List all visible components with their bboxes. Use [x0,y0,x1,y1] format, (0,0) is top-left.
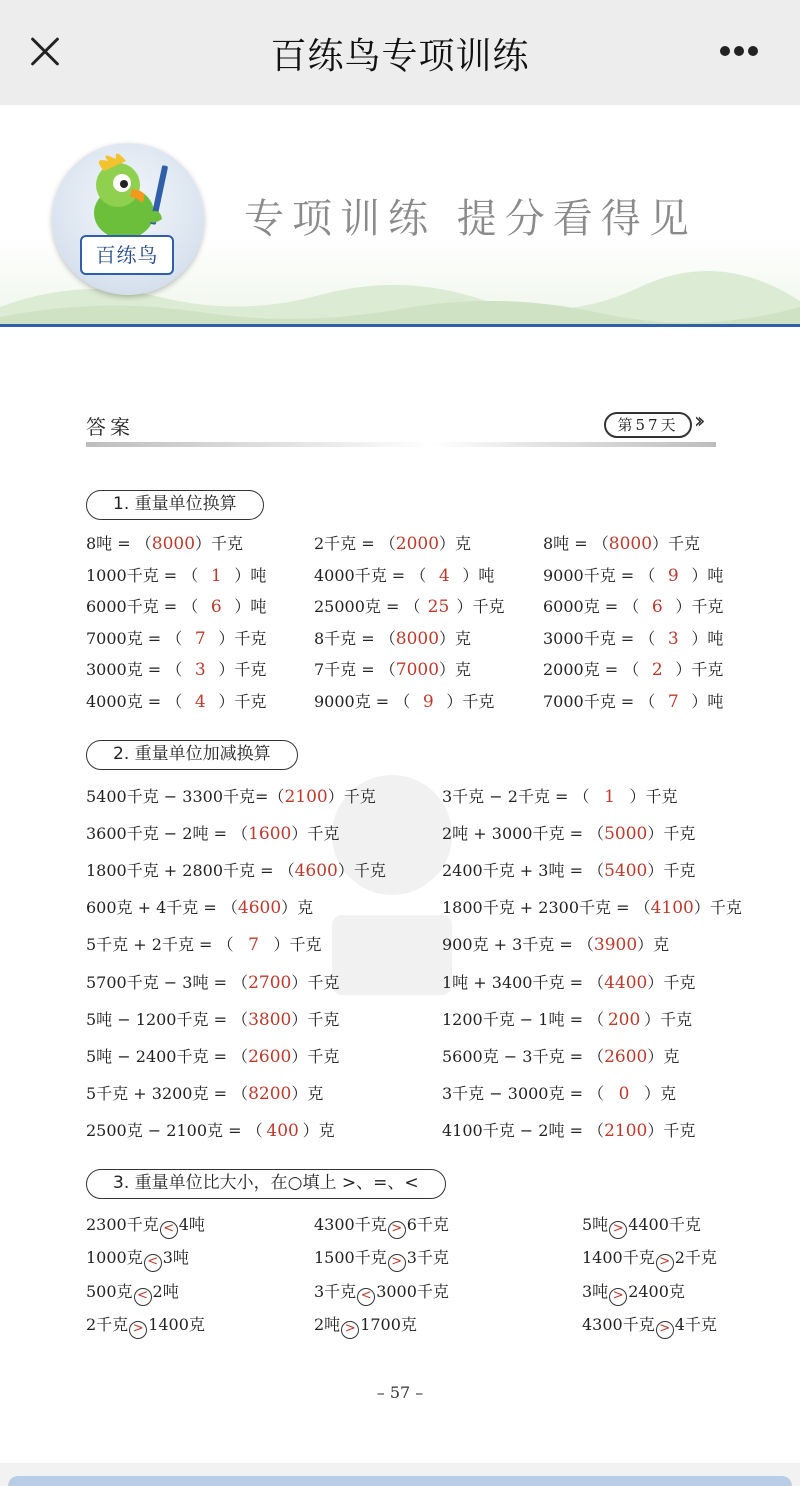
equation-item [86,659,266,681]
comparison-right: 3000千克 [376,1281,449,1301]
comparison-right: 2400克 [628,1281,685,1301]
answer-value: 2000 [395,534,440,554]
answer-value: 7 [194,628,206,649]
comparison-left: 3吨 [582,1281,609,1301]
answer-value: 2100 [284,787,328,807]
equation-text: 7000千克 = （ [543,692,656,711]
equation-text: 8千克 = （ [314,628,396,648]
equation-item [86,1120,335,1142]
equation-item [86,860,386,882]
comparison-symbol: > [341,1321,359,1339]
equation-text: 3000克 = （ [86,660,183,680]
answer-value: 2 [651,660,663,681]
equation-text: 3000千克 = （ [543,628,656,648]
answer-value: 200 [607,1009,641,1030]
equation-unit: ）吨 [691,692,724,711]
equation-item [86,565,266,587]
comparison-right: 4吨 [178,1215,205,1234]
bottom-panel-edge [8,1476,792,1486]
equation-item [86,596,266,618]
comparison-symbol: < [357,1288,375,1306]
equation-text: 6000克 = （ [543,597,640,617]
comparison-item [86,1247,189,1272]
comparison-item [314,1214,449,1239]
equation-item [442,972,695,994]
section-2-title: 2. 重量单位加减换算 [86,740,298,770]
equation-item [86,972,339,994]
comparison-item [582,1281,685,1306]
answer-value: 3 [194,660,206,681]
equation-item [314,628,471,650]
comparison-right: 4400千克 [628,1215,701,1234]
comparison-right: 4千克 [674,1314,717,1334]
equation-item [86,1046,339,1068]
answer-value: 7 [667,692,679,712]
equation-text: 2吨 + 3000千克 = （ [442,824,605,844]
comparison-symbol: > [656,1321,674,1339]
answer-value: 7 [248,935,259,956]
section-1-title: 1. 重量单位换算 [86,490,264,520]
banner-rule [0,324,800,327]
answer-value: 1600 [248,824,292,845]
comparison-symbol: < [144,1254,162,1272]
equation-text: 1800千克 + 2300千克 = （ [442,898,651,918]
equation-unit: ）千克 [273,935,322,955]
equation-item [442,897,742,919]
comparison-right: 6千克 [406,1215,449,1234]
equation-text: 9000千克 = （ [543,565,656,585]
equation-item [543,565,723,587]
comparison-item [582,1314,717,1339]
comparison-left: 4300千克 [582,1314,655,1334]
equation-unit: ）吨 [691,565,724,585]
equation-item [543,533,700,555]
equation-item [442,1120,695,1142]
double-chevron-right-icon: ›› [694,409,700,434]
equation-item [442,860,695,882]
equation-unit: ）克 [281,898,314,918]
answer-value: 5400 [604,861,648,882]
equation-text: 1200千克 − 1吨 = （ [442,1009,605,1029]
answer-value: 3900 [593,935,638,956]
equation-item [314,691,494,713]
comparison-item [582,1214,701,1239]
comparison-left: 5吨 [582,1215,609,1234]
equation-item [86,1009,339,1031]
answer-value: 2700 [248,972,292,993]
answer-value: 25 [427,597,450,618]
comparison-symbol: < [134,1288,152,1306]
equation-unit: ）千克 [291,972,340,992]
equation-unit: ）千克 [218,660,267,680]
comparison-item [314,1247,449,1272]
section-3-title: 3. 重量单位比大小，在○填上 >、=、< [86,1169,446,1199]
equation-item [86,897,313,919]
comparison-left: 2300千克 [86,1215,159,1234]
equation-item [442,823,695,845]
equation-text: 5700千克 − 3吨 = （ [86,972,249,992]
comparison-item [86,1214,205,1239]
answer-value: 5000 [604,824,648,845]
app-title: 百练鸟专项训练 [270,36,530,77]
answer-value: 4 [194,692,206,712]
answer-value: 9 [422,692,434,712]
equation-text: 7000克 = （ [86,628,183,648]
heading-rule [86,442,716,447]
equation-unit: ）克 [291,1083,324,1103]
equation-unit: ）千克 [195,534,244,553]
answer-value: 2600 [248,1046,292,1067]
equation-text: 5吨 − 1200千克 = （ [86,1009,249,1029]
equation-text: 8吨 = （ [543,534,609,553]
equation-unit: ）千克 [652,534,701,553]
answer-value: 1 [210,565,222,586]
equation-unit: ）克 [637,935,670,955]
equation-item [314,533,471,555]
equation-text: 3千克 − 3000克 = （ [442,1083,605,1103]
answer-value: 0 [618,1083,630,1104]
day-badge: 第57天 [604,412,692,438]
comparison-right: 2吨 [152,1281,179,1301]
comparison-left: 2千克 [86,1314,129,1334]
equation-unit: ）克 [439,628,472,648]
equation-text: 5千克 + 3200克 = （ [86,1083,249,1103]
equation-text: 4000千克 = （ [314,565,427,585]
equation-text: 25000克 = （ [314,597,421,617]
equation-text: 2500克 − 2100克 = （ [86,1120,263,1140]
equation-item [442,1083,676,1105]
comparison-left: 4300千克 [314,1215,387,1234]
equation-unit: ）千克 [675,597,724,617]
comparison-right: 3千克 [406,1248,449,1268]
equation-text: 600克 + 4千克 = （ [86,898,238,918]
comparison-right: 1400克 [148,1314,205,1334]
comparison-item [86,1281,179,1306]
equation-unit: ）千克 [327,787,376,806]
answers-heading: 答案 [86,415,134,439]
banner [0,105,800,327]
equation-unit: ）吨 [691,628,724,648]
equation-item [86,628,266,650]
equation-unit: ）千克 [629,787,678,806]
equation-item [543,628,723,650]
equation-unit: ）千克 [647,861,696,881]
equation-unit: ）吨 [234,565,267,585]
equation-unit: ）千克 [291,824,340,844]
equation-unit: ）千克 [291,1046,340,1066]
answer-value: 4100 [650,898,694,919]
comparison-right: 1700克 [360,1314,417,1334]
equation-unit: ）千克 [644,1009,693,1029]
equation-text: 4100千克 − 2吨 = （ [442,1120,605,1140]
equation-text: 8吨 = （ [86,534,152,553]
app-bar [0,0,800,105]
equation-text: 2千克 = （ [314,534,396,553]
equation-item [86,823,339,845]
parrot-logo [52,143,204,295]
comparison-left: 500克 [86,1281,133,1301]
equation-unit: ）千克 [647,824,696,844]
equation-unit: ）克 [647,1046,680,1066]
answer-value: 9 [667,565,679,586]
equation-item [543,659,723,681]
equation-text: 4000克 = （ [86,692,183,711]
answer-value: 2100 [604,1120,648,1141]
answer-value: 400 [266,1120,299,1141]
equation-item [86,1083,323,1105]
equation-item [314,659,471,681]
answer-value: 3800 [248,1009,292,1030]
equation-unit: ）克 [439,534,472,553]
equation-unit: ）克 [439,660,472,680]
equation-text: 1吨 + 3400千克 = （ [442,972,605,992]
comparison-left: 2吨 [314,1314,341,1334]
equation-unit: ）千克 [693,898,742,918]
equation-item [86,786,376,808]
answer-value: 8200 [248,1083,292,1104]
comparison-right: 2千克 [674,1248,717,1268]
comparison-symbol: > [388,1221,406,1239]
logo-text: 百练鸟 [80,235,174,275]
comparison-symbol: < [160,1221,178,1239]
more-options-icon[interactable] [720,46,760,58]
equation-unit: ）千克 [446,692,495,711]
answer-value: 4600 [237,898,282,919]
equation-item [86,934,322,956]
equation-item [543,596,723,618]
equation-unit: ）千克 [456,597,505,617]
answer-value: 8000 [151,534,196,554]
equation-text: 2000克 = （ [543,660,640,680]
equation-unit: ）千克 [218,692,267,711]
comparison-item [582,1247,717,1272]
banner-slogan: 专项训练 提分看得见 [244,196,697,242]
answer-value: 8000 [395,628,440,649]
equation-text: 900克 + 3千克 = （ [442,935,594,955]
answer-value: 1 [604,787,615,807]
equation-text: 2400千克 + 3吨 = （ [442,861,605,881]
equation-item [442,786,678,808]
equation-item [442,934,669,956]
equation-unit: ）千克 [337,861,386,881]
comparison-left: 1500千克 [314,1248,387,1268]
equation-text: 5400千克 − 3300千克=（ [86,787,285,806]
equation-text: 9000克 = （ [314,692,411,711]
answer-value: 4600 [294,861,338,882]
equation-text: 1000千克 = （ [86,565,199,585]
answer-value: 4 [438,565,450,586]
equation-text: 7千克 = （ [314,660,396,680]
comparison-left: 1400千克 [582,1248,655,1268]
equation-unit: ）千克 [647,972,696,992]
comparison-item [86,1314,205,1339]
comparison-symbol: > [609,1221,627,1239]
comparison-left: 3千克 [314,1281,357,1301]
answer-value: 6 [210,597,222,618]
equation-item [314,565,494,587]
equation-unit: ）千克 [647,1120,696,1140]
equation-item [442,1009,692,1031]
equation-text: 3千克 − 2千克 = （ [442,787,590,806]
equation-item [442,1046,679,1068]
equation-item [543,691,723,713]
comparison-right: 3吨 [162,1248,189,1268]
equation-item [86,533,243,555]
equation-text: 5吨 − 2400千克 = （ [86,1046,249,1066]
equation-text: 5千克 + 2千克 = （ [86,935,234,955]
page-number: – 57 – [376,1383,424,1402]
comparison-item [314,1281,449,1306]
answer-value: 3 [667,628,679,649]
equation-unit: ）克 [644,1083,677,1103]
equation-unit: ）克 [302,1120,335,1140]
equation-unit: ）千克 [218,628,267,648]
equation-text: 6000千克 = （ [86,597,199,617]
comparison-symbol: > [129,1321,147,1339]
equation-unit: ）吨 [234,597,267,617]
comparison-left: 1000克 [86,1248,143,1268]
comparison-symbol: > [656,1254,674,1272]
answer-value: 8000 [608,534,653,554]
equation-text: 1800千克 + 2800千克 = （ [86,861,295,881]
answer-value: 4400 [604,972,648,993]
answer-value: 6 [651,597,663,618]
answer-value: 2600 [604,1046,648,1067]
equation-unit: ）千克 [675,660,724,680]
equation-text: 3600千克 − 2吨 = （ [86,824,249,844]
answer-value: 7000 [395,660,440,681]
equation-item [314,596,505,618]
equation-unit: ）吨 [462,565,495,585]
comparison-symbol: > [388,1254,406,1272]
comparison-symbol: > [609,1288,627,1306]
equation-text: 5600克 − 3千克 = （ [442,1046,605,1066]
equation-unit: ）千克 [291,1009,340,1029]
equation-item [86,691,266,713]
worksheet-page[interactable] [0,105,800,1463]
comparison-item [314,1314,417,1339]
